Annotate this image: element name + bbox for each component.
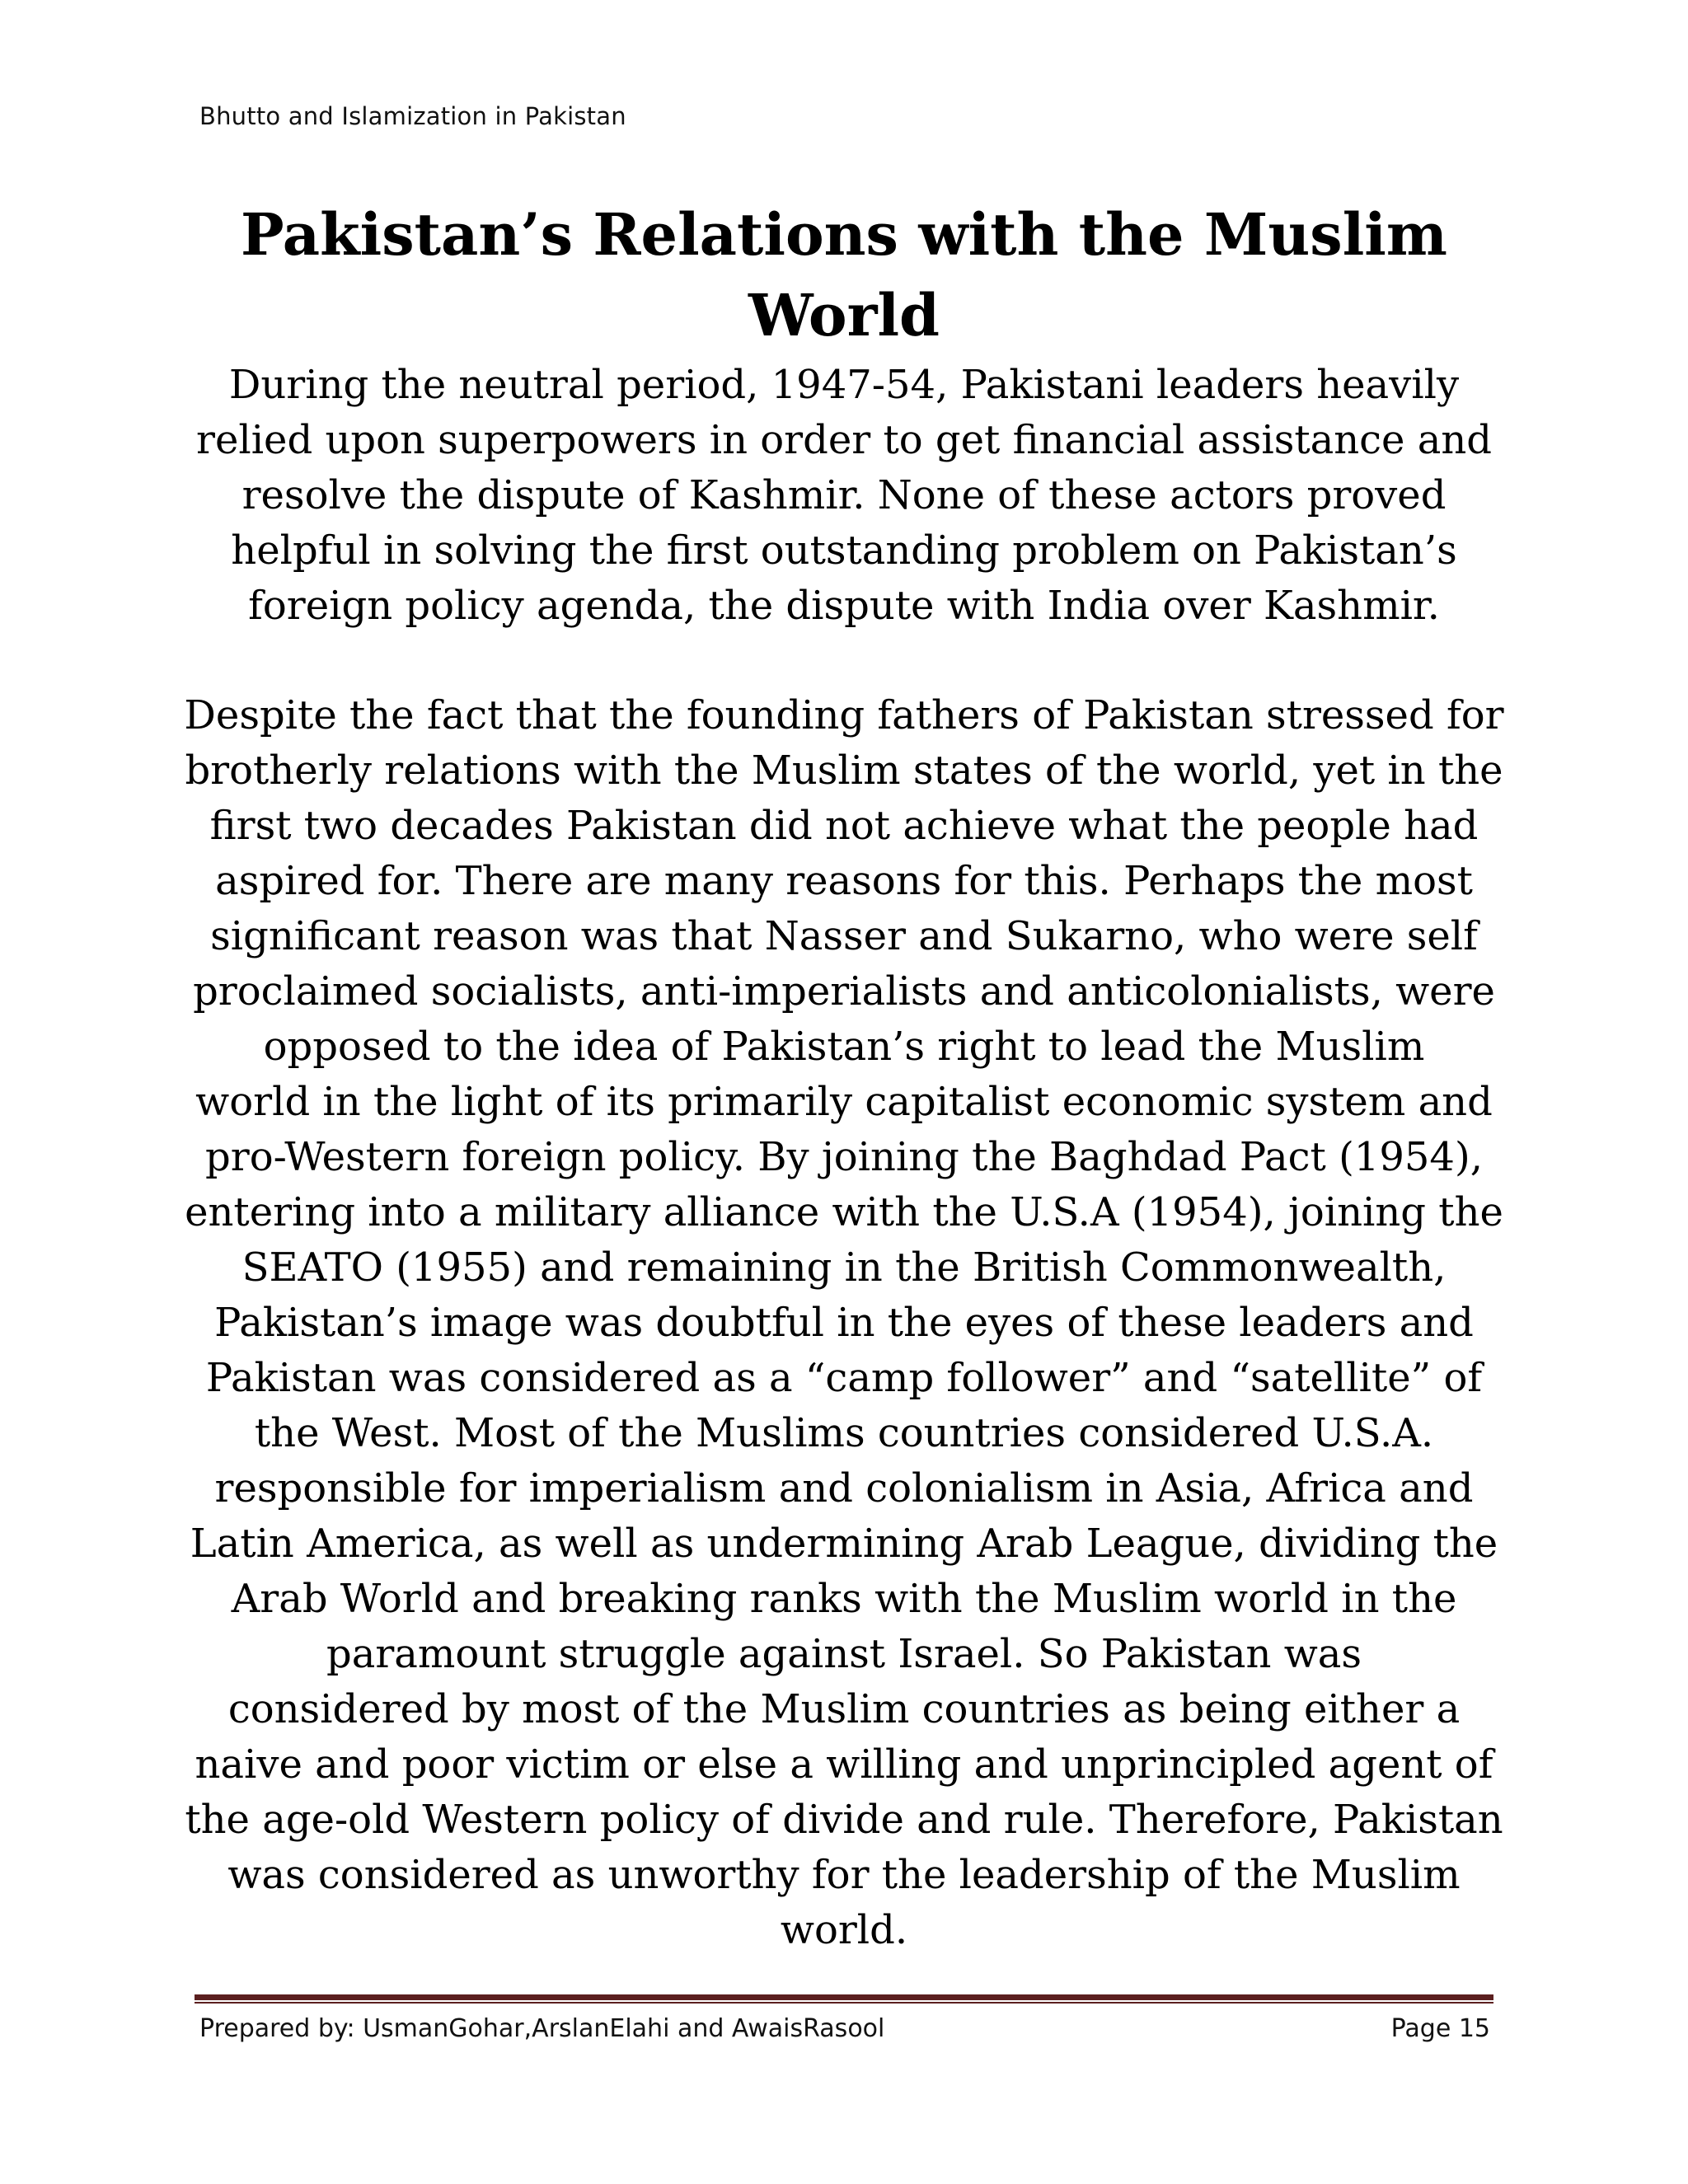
text-line: During the neutral period, 1947-54, Pakistani leaders heavily	[228, 362, 1460, 408]
text-line: considered by most of the Muslim countries as being either a	[227, 1686, 1461, 1732]
footer-divider-thin	[195, 2002, 1493, 2004]
body-paragraph-2	[148, 688, 1540, 1958]
text-line: aspired for. There are many reasons for this. Perhaps the most	[215, 858, 1473, 904]
footer-divider	[195, 1994, 1493, 2004]
text-line: relied upon superpowers in order to get financial assistance and	[196, 417, 1492, 463]
text-line: Pakistan was considered as a “camp follower” and “satellite” of	[205, 1355, 1483, 1401]
text-line: Arab World and breaking ranks with the Muslim world in the	[231, 1576, 1457, 1622]
text-line: responsible for imperialism and colonialism in Asia, Africa and	[214, 1465, 1474, 1511]
text-line: Pakistan’s image was doubtful in the eyes of these leaders and	[214, 1300, 1474, 1346]
text-line: Despite the fact that the founding fathers of Pakistan stressed for	[184, 692, 1504, 738]
text-line: pro-Western foreign policy. By joining the Baghdad Pact (1954),	[205, 1134, 1483, 1180]
text-line: paramount struggle against Israel. So Pakistan was	[326, 1631, 1362, 1677]
text-line: brotherly relations with the Muslim states of the world, yet in the	[185, 748, 1503, 794]
title-line: Pakistan’s Relations with the Muslim	[241, 200, 1447, 269]
text-line: world.	[780, 1907, 908, 1953]
page-number: Page 15	[1390, 2014, 1490, 2043]
text-line: helpful in solving the first outstanding problem on Pakistan’s	[231, 527, 1457, 574]
title-line: World	[748, 281, 940, 349]
text-line: resolve the dispute of Kashmir. None of these actors proved	[241, 472, 1447, 518]
text-line: SEATO (1955) and remaining in the British Commonwealth,	[241, 1244, 1447, 1291]
text-line: first two decades Pakistan did not achieve what the people had	[209, 803, 1479, 849]
text-line: significant reason was that Nasser and Sukarno, who were self	[210, 913, 1478, 959]
text-line: proclaimed socialists, anti-imperialists and anticolonialists, were	[193, 968, 1495, 1015]
body-paragraph-1	[148, 358, 1540, 634]
text-line: naive and poor victim or else a willing and unprincipled agent of	[195, 1741, 1493, 1788]
text-line: entering into a military alliance with the U.S.A (1954), joining the	[185, 1189, 1503, 1235]
text-line: opposed to the idea of Pakistan’s right to lead the Muslim	[263, 1024, 1425, 1070]
footer-author-credit: Prepared by: UsmanGohar,ArslanElahi and AwaisRasool	[199, 2014, 885, 2043]
text-line: was considered as unworthy for the leadership of the Muslim	[227, 1852, 1461, 1898]
page-title	[148, 194, 1540, 356]
text-line: foreign policy agenda, the dispute with India over Kashmir.	[248, 583, 1440, 629]
running-header: Bhutto and Islamization in Pakistan	[199, 102, 626, 130]
text-line: world in the light of its primarily capitalist economic system and	[195, 1079, 1493, 1125]
footer-divider-thick	[195, 1994, 1493, 2000]
text-line: the age-old Western policy of divide and rule. Therefore, Pakistan	[185, 1797, 1503, 1843]
text-line: the West. Most of the Muslims countries considered U.S.A.	[254, 1410, 1434, 1456]
text-line: Latin America, as well as undermining Arab League, dividing the	[190, 1521, 1498, 1567]
